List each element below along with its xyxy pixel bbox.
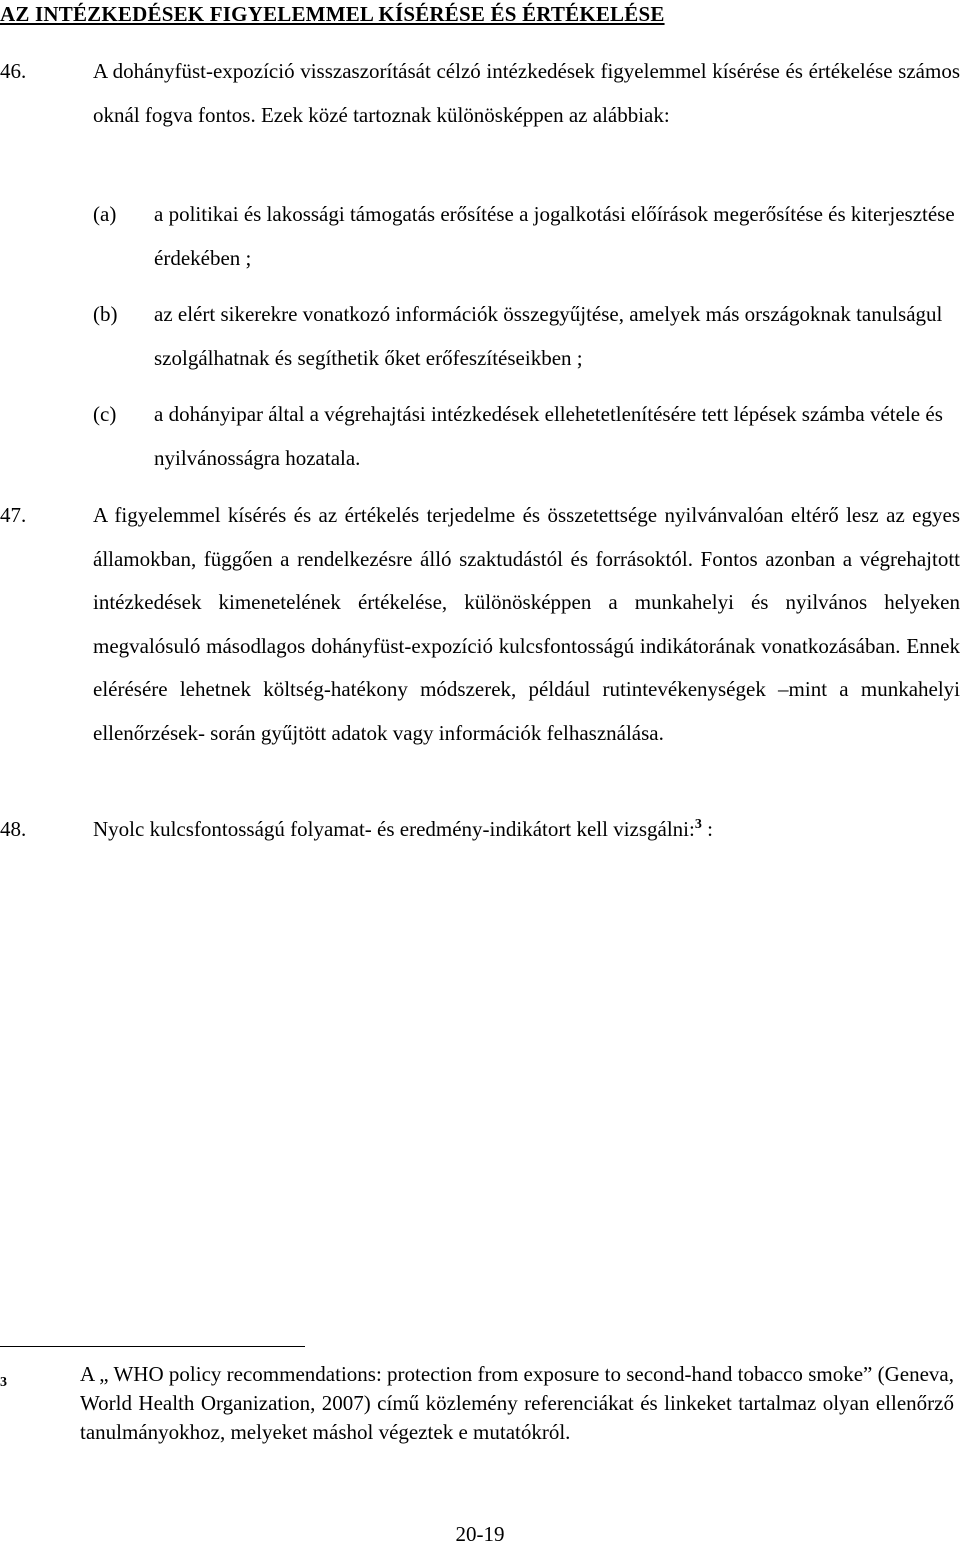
- footnote: [0, 1360, 960, 1447]
- paragraph-text: A figyelemmel kísérés és az értékelés terjedelme és összetettsége nyilvánvalóan eltérő lesz az egyes államokban, függően a rendelkezésre álló szaktudástól és forrásoktól. Fontos azonban a végrehajtott intézkedések kimenetelének értékelése, különösképpen a munkahelyi és nyilvános helyeken megvalósuló másodlagos dohányfüst-expozíció kulcsfontosságú indikátorának vonatkozásában. Ennek elérésére lehetnek költség-hatékony módszerek, például rutintevékenységek –mint a munkahelyi ellenőrzések- során gyűjtött adatok vagy információk felhasználása.: [93, 503, 960, 745]
- paragraph-text: [93, 808, 960, 855]
- footnote-text: A „ WHO policy recommendations: protection from exposure to second-hand tobacco smoke” (Geneva, World Health Organization, 2007) című közlemény referenciákat és linkeket tartalmaz olyan ellenőrző tanulmányokhoz, melyeket máshol végeztek e mutatókról.: [80, 1362, 954, 1444]
- footnote-reference[interactable]: 3: [694, 817, 702, 832]
- list-item-label: (b): [93, 302, 118, 326]
- list-item-a: [0, 193, 960, 280]
- list-item-text: a dohányipar által a végrehajtási intézkedések ellehetetlenítésére tett lépések számba vétele és nyilvánosságra hozatala.: [154, 402, 943, 470]
- paragraph-text: A dohányfüst-expozíció visszaszorítását célzó intézkedések figyelemmel kísérése és értékelése számos oknál fogva fontos. Ezek közé tartoznak különösképpen az alábbiak:: [93, 59, 960, 127]
- paragraph-48: [0, 808, 960, 855]
- list-item-c: [0, 393, 960, 480]
- list-item-text: az elért sikerekre vonatkozó információk összegyűjtése, amelyek más országoknak tanulságul szolgálhatnak és segíthetik őket erőfeszítéseikben ;: [154, 302, 943, 370]
- paragraph-number: 46.: [0, 59, 27, 83]
- paragraph-47: [0, 494, 960, 755]
- list-item-label: (a): [93, 202, 117, 226]
- footnote-separator: [0, 1346, 305, 1347]
- list-item-label: (c): [93, 402, 117, 426]
- paragraph-46: [0, 50, 960, 137]
- section-heading: AZ INTÉZKEDÉSEK FIGYELEMMEL KÍSÉRÉSE ÉS ÉRTÉKELÉSE: [0, 2, 665, 26]
- paragraph-text-trailing: :: [707, 817, 713, 841]
- list-item-text: a politikai és lakossági támogatás erősítése a jogalkotási előírások megerősítése és kiterjesztése érdekében ;: [154, 202, 955, 270]
- paragraph-text-main: Nyolc kulcsfontosságú folyamat- és eredmény-indikátort kell vizsgálni:: [93, 817, 695, 841]
- list-item-b: [0, 293, 960, 380]
- page-number: 20-19: [455, 1522, 505, 1546]
- paragraph-number: 48.: [0, 817, 27, 841]
- paragraph-number: 47.: [0, 503, 27, 527]
- footnote-mark: 3: [0, 1375, 7, 1390]
